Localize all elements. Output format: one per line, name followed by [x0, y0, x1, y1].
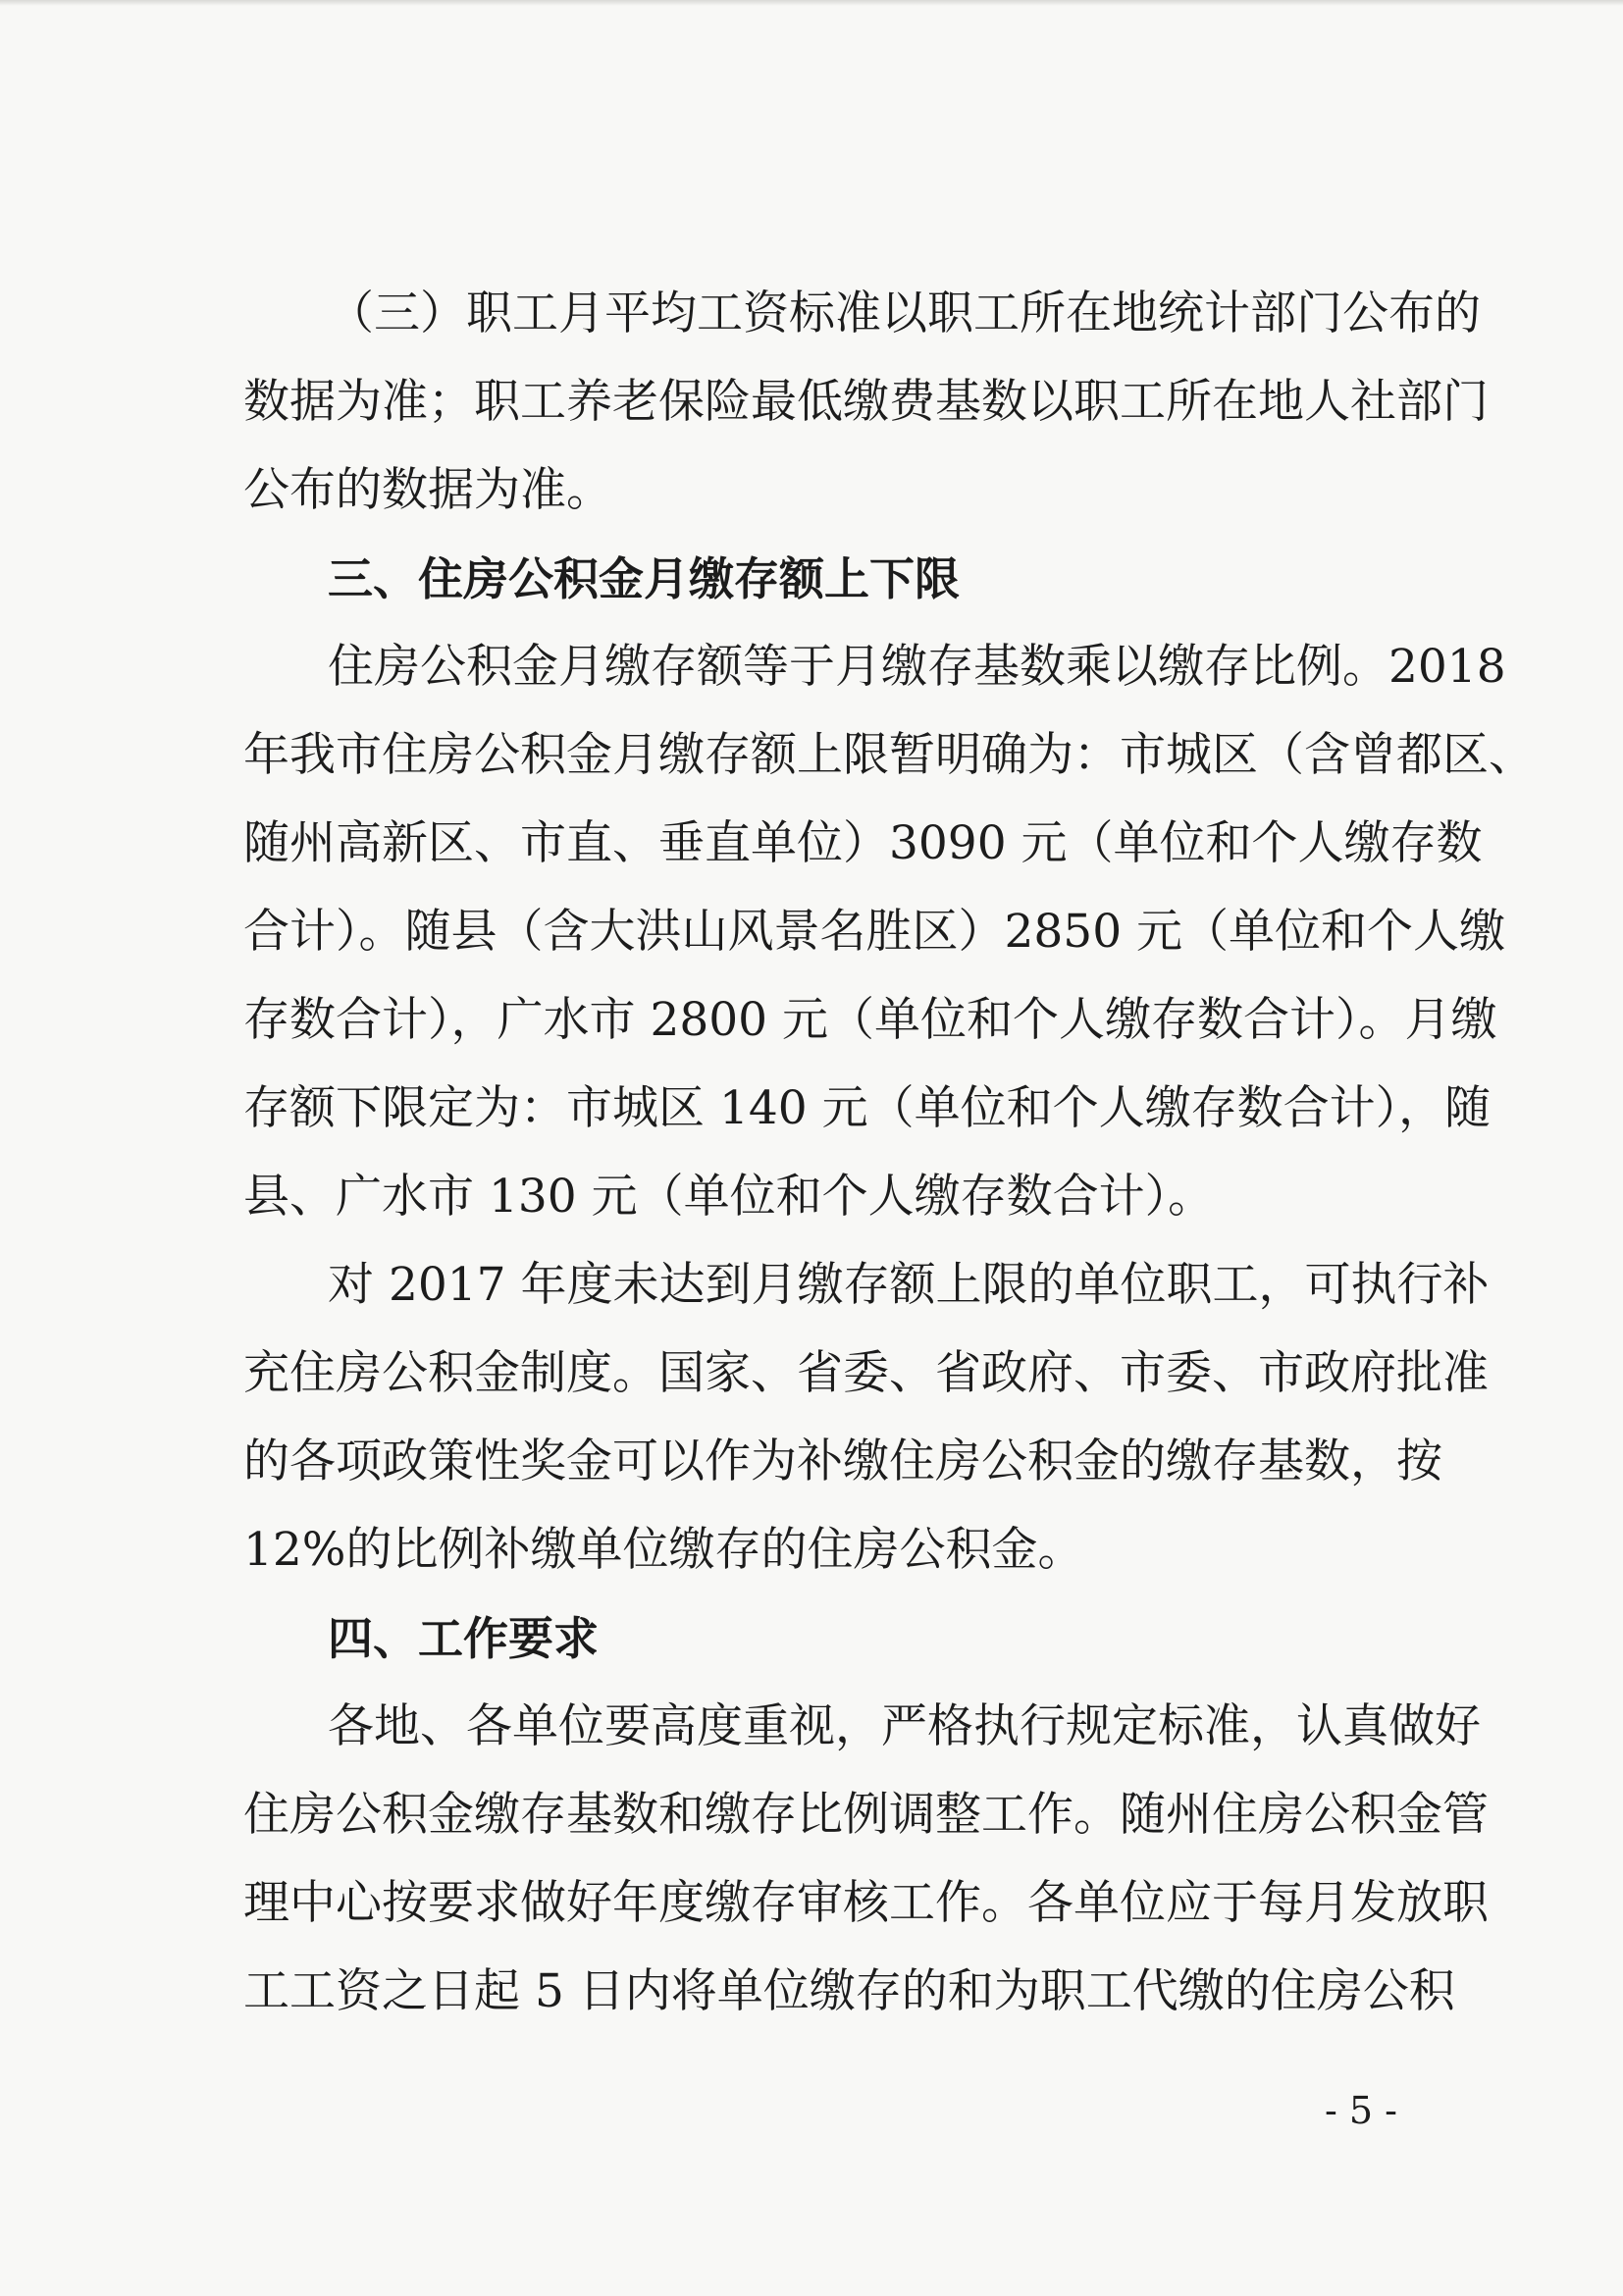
page-number: - 5 - — [1325, 2089, 1398, 2132]
scan-edge — [0, 0, 1623, 6]
paragraph-line: 工工资之日起 5 日内将单位缴存的和为职工代缴的住房公积 — [243, 1964, 1455, 2018]
paragraph-line: 充住房公积金制度。国家、省委、省政府、市委、市政府批准 — [243, 1346, 1489, 1400]
paragraph-line: 对 2017 年度未达到月缴存额上限的单位职工，可执行补 — [328, 1258, 1490, 1312]
section-heading: 四、工作要求 — [328, 1612, 599, 1665]
paragraph-line: 随州高新区、市直、垂直单位）3090 元（单位和个人缴存数 — [243, 816, 1483, 870]
paragraph-line: 存额下限定为：市城区 140 元（单位和个人缴存数合计），随 — [243, 1081, 1492, 1135]
paragraph-line: 数据为准；职工养老保险最低缴费基数以职工所在地人社部门 — [243, 375, 1489, 429]
paragraph-line: 公布的数据为准。 — [243, 463, 612, 517]
paragraph-line: 理中心按要求做好年度缴存审核工作。各单位应于每月发放职 — [243, 1876, 1489, 1930]
paragraph-line: （三）职工月平均工资标准以职工所在地统计部门公布的 — [328, 287, 1481, 340]
section-heading: 三、住房公积金月缴存额上下限 — [328, 552, 960, 605]
paragraph-line: 合计）。随县（含大洪山风景名胜区）2850 元（单位和个人缴 — [243, 905, 1506, 959]
paragraph-line: 住房公积金缴存基数和缴存比例调整工作。随州住房公积金管 — [243, 1788, 1489, 1842]
paragraph-line: 的各项政策性奖金可以作为补缴住房公积金的缴存基数，按 — [243, 1435, 1442, 1488]
paragraph-line: 存数合计），广水市 2800 元（单位和个人缴存数合计）。月缴 — [243, 993, 1497, 1047]
paragraph-line: 住房公积金月缴存额等于月缴存基数乘以缴存比例。2018 — [328, 640, 1506, 694]
paragraph-line: 县、广水市 130 元（单位和个人缴存数合计）。 — [243, 1170, 1215, 1224]
paragraph-line: 年我市住房公积金月缴存额上限暂明确为：市城区（含曾都区、 — [243, 728, 1535, 782]
paragraph-line: 12%的比例补缴单位缴存的住房公积金。 — [243, 1523, 1084, 1577]
paragraph-line: 各地、各单位要高度重视，严格执行规定标准，认真做好 — [328, 1699, 1481, 1753]
